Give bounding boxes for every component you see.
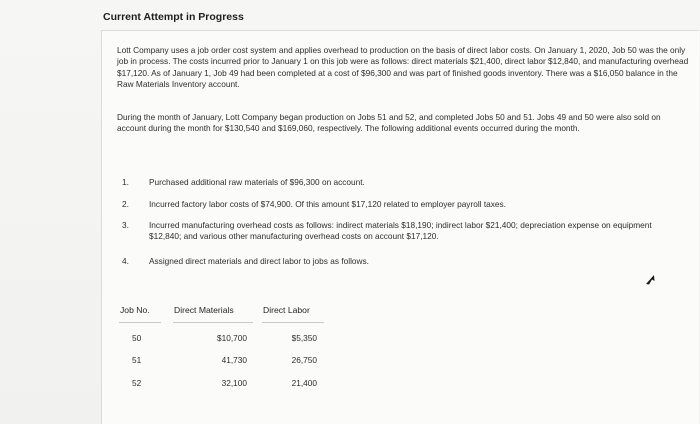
event-text: Assigned direct materials and direct labor to jobs as follows. [149,256,369,266]
header-direct-materials: Direct Materials [174,305,234,315]
event-number: 1. [122,177,129,187]
mouse-cursor-icon [643,272,657,286]
problem-paragraph-1: Lott Company uses a job order cost system and applies overhead to production on the basis of direct labor costs. On January 1, 2020, Job 50 was the only job in process. The costs incurred prior to January 1 on this job were as follows: direct materials $21,400, direct labor $12,840, and manufacturing overhead $17,120. As of January 1, Job 49 had been completed at a cost of $96,300 and was part of finished goods inventory. There was a $16,050 balance in the Raw Materials Inventory account. [117,45,689,90]
table-row [117,378,327,392]
event-text: Purchased additional raw materials of $96,300 on account. [149,177,365,187]
problem-card [101,30,699,424]
event-text: Incurred manufacturing overhead costs as follows: indirect materials $18,190; indirect labor $21,400; depreciation expense on equipment $12,840; and various other manufacturing overhead costs on account $17,120. [149,220,652,241]
event-number: 2. [122,199,129,209]
table-row [117,333,327,347]
table-row [117,355,327,369]
cell-job: 50 [132,333,142,343]
cell-direct-materials: 32,100 [221,378,247,388]
page-title: Current Attempt in Progress [103,11,244,23]
event-text: Incurred factory labor costs of $74,900. Of this amount $17,120 related to employer payroll taxes. [149,199,506,209]
cell-direct-materials: $10,700 [217,333,247,343]
header-underline [119,322,161,323]
cell-job: 52 [132,378,142,388]
problem-paragraph-2: During the month of January, Lott Company began production on Jobs 51 and 52, and completed Jobs 50 and 51. Jobs 49 and 50 were also sold on account during the month for $130,540 and $169,060, respectively. The following additional events occurred during the month. [117,112,661,134]
header-direct-labor: Direct Labor [263,305,310,315]
cell-direct-labor: $5,350 [291,333,317,343]
cell-direct-materials: 41,730 [221,355,247,365]
cell-direct-labor: 26,750 [291,355,317,365]
event-number: 3. [122,220,129,230]
cell-direct-labor: 21,400 [291,378,317,388]
header-job-no: Job No. [120,305,150,315]
header-underline [262,322,324,323]
cell-job: 51 [132,355,142,365]
event-number: 4. [122,256,129,266]
header-underline [173,322,253,323]
